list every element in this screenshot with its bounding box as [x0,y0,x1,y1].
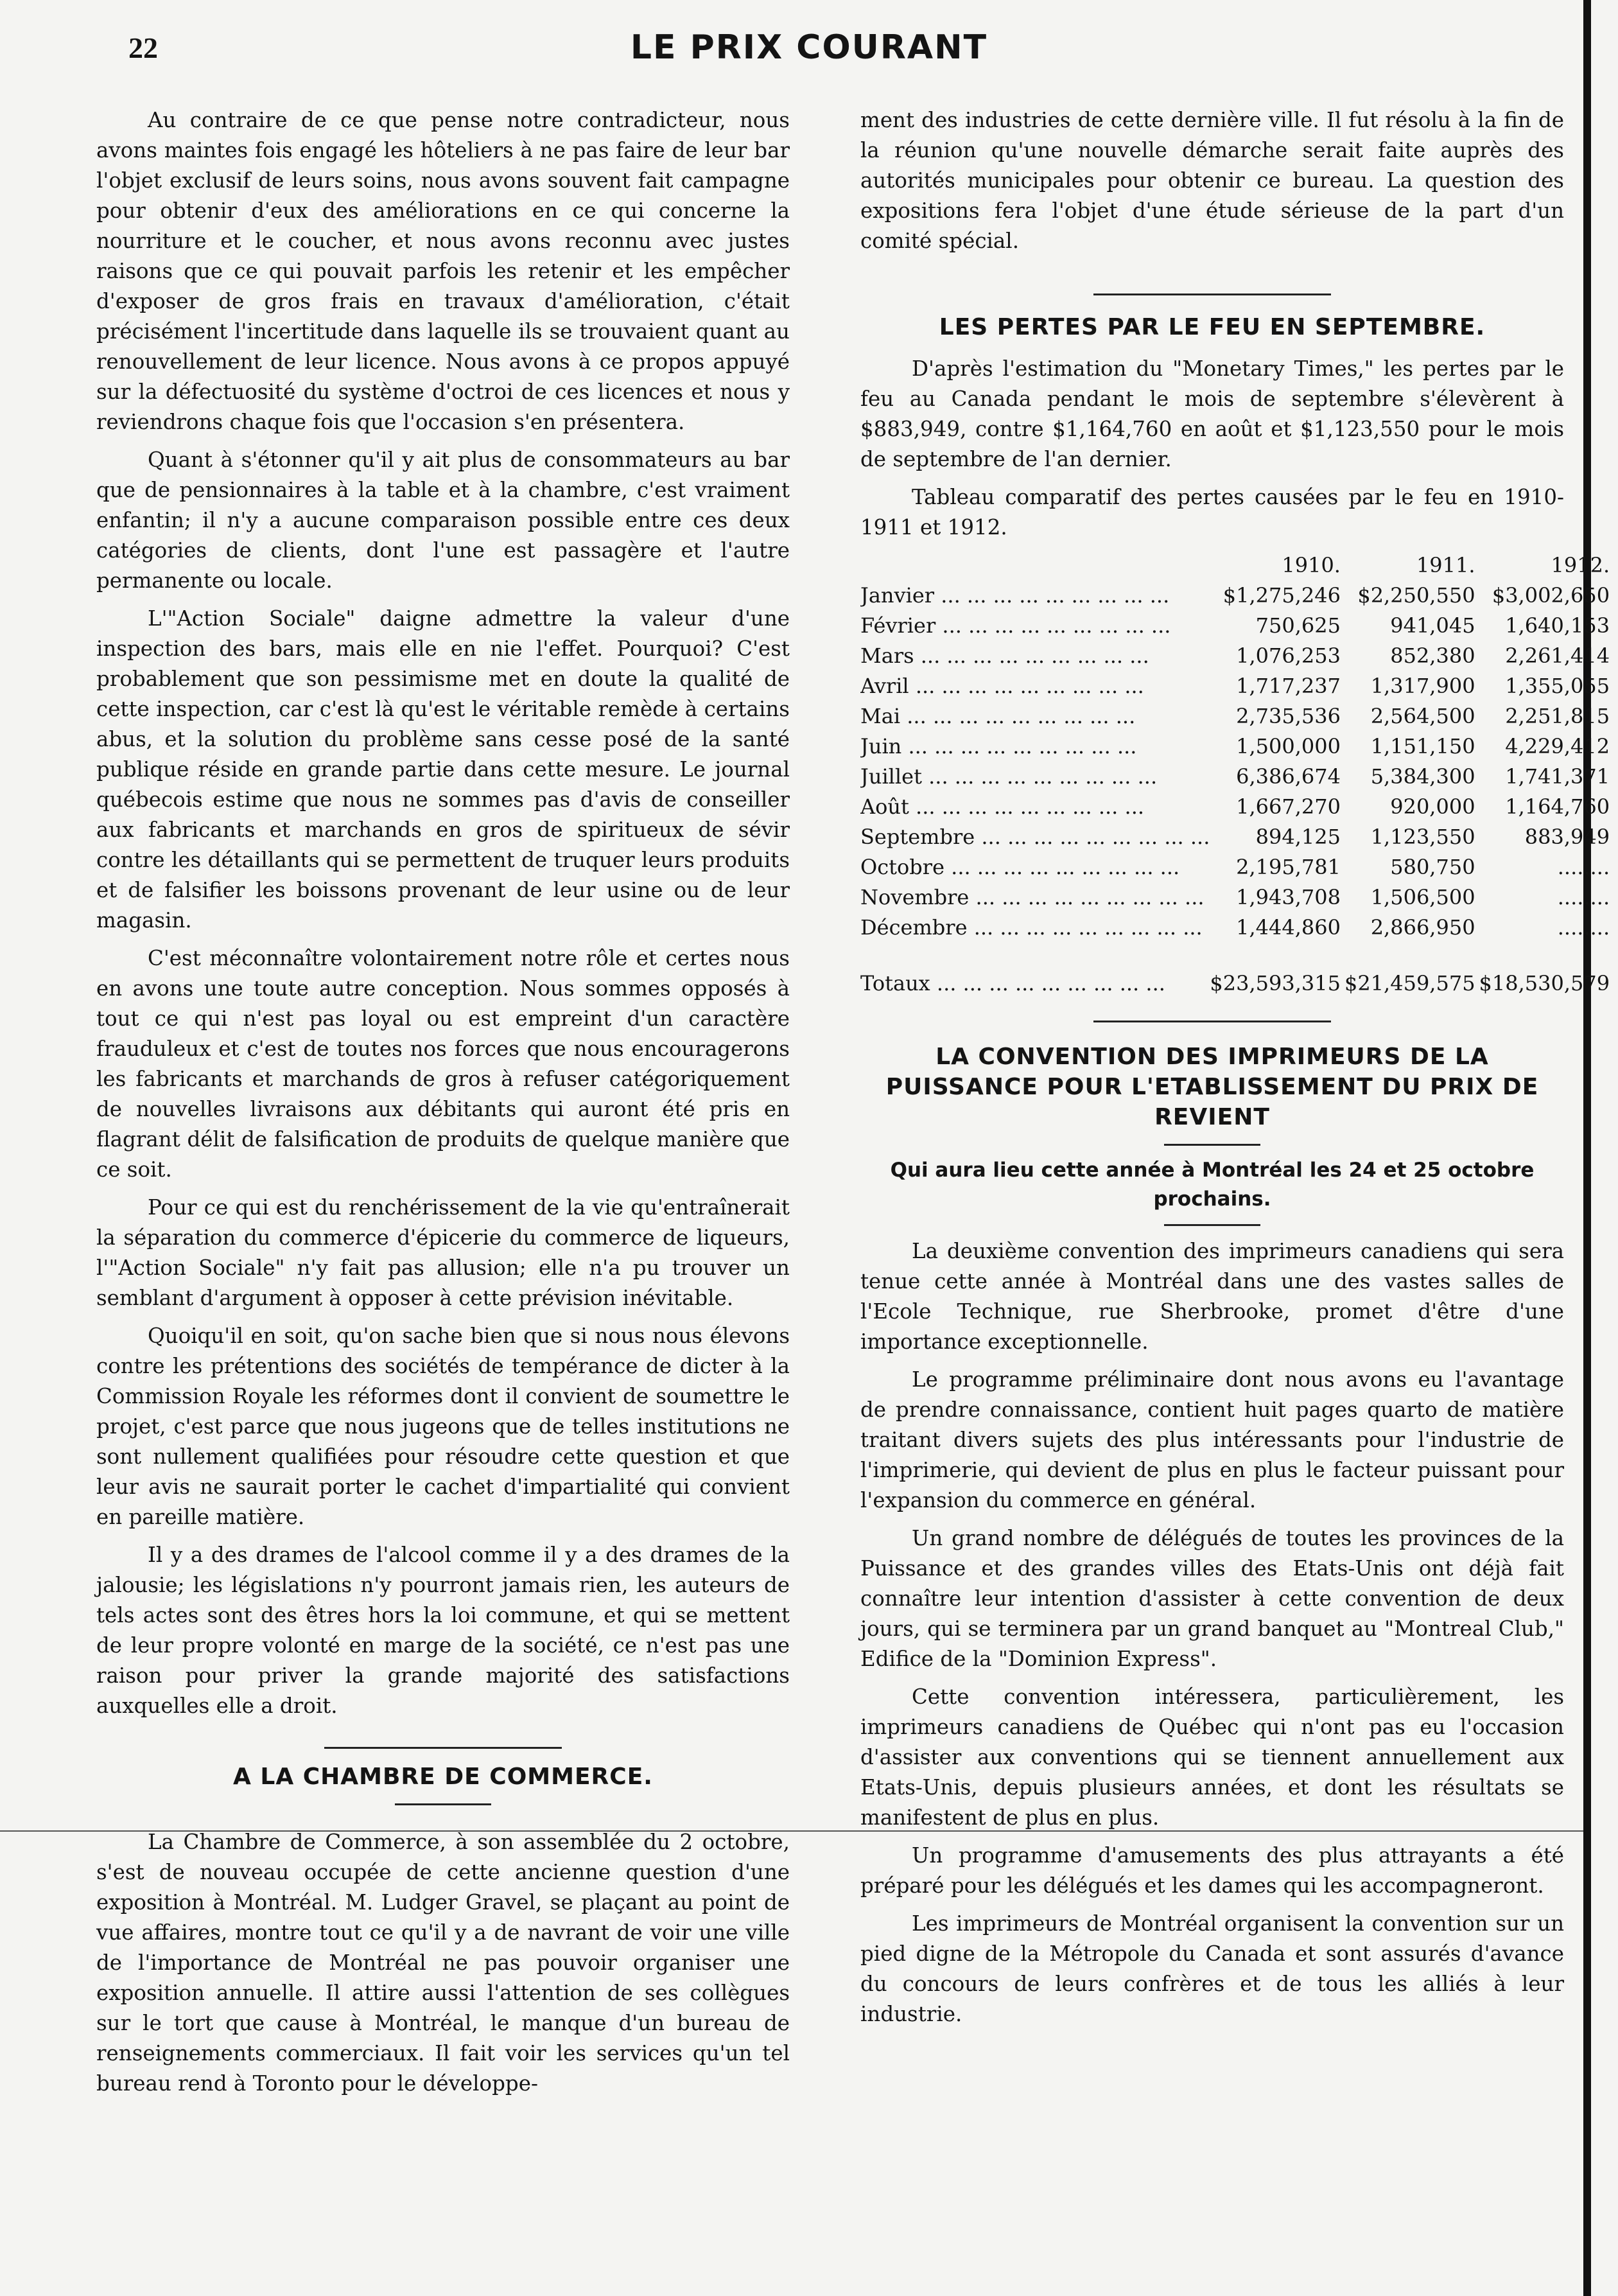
convention-paragraph: Les imprimeurs de Montréal organisent la convention sur un pied digne de la Métropole du Canada et sont assurés d'avance du concours de leurs confrères et de tous les alliés à leur industrie. [860,1911,1564,2026]
total-1912: $18,530,579 [1479,971,1610,995]
value-1910: 894,125 [1255,825,1341,849]
dot-leader: ... ... ... ... ... ... ... ... ... [967,915,1203,940]
value-1910: 750,625 [1255,613,1341,638]
article-paragraph: Quoiqu'il en soit, qu'on sache bien que si nous nous élevons contre les prétentions des sociétés de tempérance de dicter à la Commission Royale les réformes dont il convient de soumettre le projet, c'est parce que nous jugeons que de telles institutions ne sont nullement qualifiées pour résoudre cette question et que leur avis ne saurait porter le cachet d'impartialité qui convient en pareille matière. [96,1324,790,1529]
month-label: Juin [860,734,902,758]
convention-heading: LA CONVENTION DES IMPRIMEURS DE LA PUISSANCE POUR L'ETABLISSEMENT DU PRIX DE REVIENT [885,1044,1539,1130]
article-paragraph: Pour ce qui est du renchérissement de la vie qu'entraînerait la séparation du commerce d'épicerie du commerce de liqueurs, l'"Action Sociale" n'y fait pas allusion; elle n'a pu trouver un semblant d'argument à opposer à cette prévision inévitable. [96,1195,790,1310]
right-column [860,105,1610,2037]
value-1912: 2,261,414 [1505,644,1610,668]
column-header-spacer [860,550,1210,581]
value-1912: 1,741,371 [1505,764,1610,789]
total-1911: $21,459,575 [1344,971,1475,995]
dot-leader: ... ... ... ... ... ... ... ... ... [900,704,1136,728]
month-label: Avril [860,674,909,698]
total-1910: $23,593,315 [1210,971,1341,995]
value-1911: 580,750 [1390,855,1475,879]
table-row [860,882,1614,913]
table-header-row [860,550,1614,581]
value-1910: $1,275,246 [1222,583,1341,608]
value-1912: ........ [1557,885,1610,909]
month-label: Août [860,794,909,819]
value-1911: 920,000 [1390,794,1475,819]
value-1912: 1,640,153 [1505,613,1610,638]
article-paragraph: L'"Action Sociale" daigne admettre la valeur d'une inspection des bars, mais elle en nie l'effet. Pourquoi? C'est probablement que son pessimisme met en doute la qualité de cette inspection, car c'est là qu'est le véritable remède à certains abus, et la solution du problème sans cesse posé de la santé publique réside en grande partie dans cette mesure. Le journal québecois estime que nous ne sommes pas d'avis de conseiller aux fabricants et marchands en gros de spiritueux de sévir contre les détaillants qui se permettent de truquer leurs produits et de falsifier les boissons provenant de leur usine ou de leur magasin. [96,606,790,933]
section-divider [1164,1224,1260,1226]
month-label: Décembre [860,915,968,940]
article-paragraph: Au contraire de ce que pense notre contradicteur, nous avons maintes fois engagé les hôteliers à ne pas faire de leur bar l'objet exclusif de leurs soins, nous avons souvent fait campagne pour obtenir d'eux des améliorations en ce qui concerne la nourriture et le coucher, et nous avons reconnu avec justes raisons que ce qui pouvait parfois les retenir et les empêcher d'exposer de gros frais en travaux d'amélioration, c'était précisément l'incertitude dans laquelle ils se trouvaient quant au renouvellement de leur licence. Nous avons à ce propos appuyé sur la défectuosité du système d'octroi de ces licences et nous y reviendrons chaque fois que l'occasion s'en présentera. [96,108,790,434]
value-1910: 1,667,270 [1236,794,1341,819]
table-row [860,641,1614,671]
value-1912: $3,002,650 [1492,583,1610,608]
month-label: Février [860,613,936,638]
value-1910: 1,076,253 [1236,644,1341,668]
value-1911: 1,317,900 [1370,674,1475,698]
table-row [860,701,1614,732]
dot-leader: ... ... ... ... ... ... ... ... ... [944,855,1180,879]
value-1911: 2,866,950 [1370,915,1475,940]
value-1910: 6,386,674 [1236,764,1341,789]
pertes-heading: LES PERTES PAR LE FEU EN SEPTEMBRE. [939,314,1486,340]
page-title: LE PRIX COURANT [630,28,988,67]
month-label: Juillet [860,764,922,789]
month-label: Septembre [860,825,975,849]
dot-leader: ... ... ... ... ... ... ... ... ... [934,583,1170,608]
value-1912: 1,355,055 [1505,674,1610,698]
table-row [860,611,1614,641]
page-edge-rule [1583,0,1591,2296]
convention-paragraph: La deuxième convention des imprimeurs canadiens qui sera tenue cette année à Montréal dans une des vastes salles de l'Ecole Technique, rue Sherbrooke, promet d'être d'une importance exceptionnelle. [860,1239,1564,1354]
chambre-continuation: ment des industries de cette dernière ville. Il fut résolu à la fin de la réunion qu'une nouvelle démarche serait faite auprès des autorités municipales pour obtenir ce bureau. La question des expositions fera l'objet d'une étude sérieuse de la part d'un comité spécial. [860,108,1564,253]
value-1911: 1,506,500 [1370,885,1475,909]
table-row [860,822,1614,852]
table-caption: Tableau comparatif des pertes causées par le feu en 1910-1911 et 1912. [860,485,1564,539]
value-1912: 883,949 [1524,825,1610,849]
left-column [96,105,790,2107]
value-1910: 1,717,237 [1236,674,1341,698]
convention-subtitle: Qui aura lieu cette année à Montréal les 24 et 25 octobre prochains. [890,1159,1535,1211]
value-1910: 1,500,000 [1236,734,1341,758]
value-1911: $2,250,550 [1357,583,1475,608]
page-number: 22 [128,31,158,64]
value-1912: 2,251,815 [1505,704,1610,728]
month-label: Janvier [860,583,935,608]
table-row [860,762,1614,792]
value-1911: 2,564,500 [1370,704,1475,728]
value-1911: 1,151,150 [1370,734,1475,758]
section-divider [1164,1144,1260,1146]
table-row [860,913,1614,943]
dot-leader: ... ... ... ... ... ... ... ... ... [901,734,1137,758]
table-row [860,671,1614,701]
convention-paragraph: Le programme préliminaire dont nous avons eu l'avantage de prendre connaissance, contient huit pages quarto de matière traitant divers sujets des plus intéressants pour l'industrie de l'imprimerie, qui devient de plus en plus le facteur puissant pour l'expansion du commerce en général. [860,1367,1564,1512]
dot-leader: ... ... ... ... ... ... ... ... ... [921,764,1158,789]
month-label: Mai [860,704,901,728]
column-header: 1910. [1282,553,1341,577]
value-1910: 1,444,860 [1236,915,1341,940]
value-1910: 1,943,708 [1236,885,1341,909]
value-1912: 4,229,412 [1505,734,1610,758]
totals-row [860,943,1614,999]
dot-leader: ... ... ... ... ... ... ... ... ... [914,644,1149,668]
chambre-heading: A LA CHAMBRE DE COMMERCE. [233,1764,653,1790]
section-divider [1093,294,1331,295]
table-row [860,581,1614,611]
article-paragraph: C'est méconnaître volontairement notre rôle et certes nous en avons une toute autre conception. Nous sommes opposés à tout ce qui n'est pas loyal ou est empreint d'un caractère frauduleux et c'est de toutes nos forces que nous encouragerons les fabricants et marchands de gros à refuser catégoriquement de nouvelles livraisons aux débitants qui auront été pris en flagrant délit de falsification de produits de quelque manière que ce soit. [96,946,790,1182]
section-divider [1093,1021,1331,1022]
article-paragraph: Quant à s'étonner qu'il y ait plus de consommateurs au bar que de pensionnaires à la table et à la chambre, c'est vraiment enfantin; il n'y a aucune comparaison possible entre ces deux catégories de clients, dont l'une est passagère et l'autre permanente ou locale. [96,448,790,593]
dot-leader: ... ... ... ... ... ... ... ... ... [975,825,1210,849]
article-paragraph: Il y a des drames de l'alcool comme il y a des drames de la jalousie; les législations n'y pourront jamais rien, les auteurs de tels actes sont des êtres hors la loi commune, et qui se mettent de leur propre volonté en marge de la société, ce n'est pas une raison pour priver la grande majorité des satisfactions auxquelles elle a droit. [96,1543,790,1718]
column-header: 1911. [1416,553,1475,577]
value-1910: 2,195,781 [1236,855,1341,879]
value-1911: 1,123,550 [1370,825,1475,849]
convention-paragraph: Un programme d'amusements des plus attrayants a été préparé pour les délégués et les dames qui les accompagneront. [860,1843,1564,1898]
dot-leader: ... ... ... ... ... ... ... ... ... [935,613,1171,638]
pertes-intro: D'après l'estimation du "Monetary Times," les pertes par le feu au Canada pendant le mois de septembre s'élevèrent à $883,949, contre $1,164,760 en août et $1,123,550 pour le mois de septembre de l'an dernier. [860,356,1564,471]
month-label: Mars [860,644,914,668]
value-1910: 2,735,536 [1236,704,1341,728]
fire-losses-table [860,550,1614,999]
dot-leader: ... ... ... ... ... ... ... ... ... [909,674,1144,698]
totals-label: Totaux [860,971,930,995]
dot-leader: ... ... ... ... ... ... ... ... ... [969,885,1205,909]
table-row [860,792,1614,822]
month-label: Novembre [860,885,970,909]
value-1912: ........ [1557,855,1610,879]
column-header: 1912. [1551,553,1610,577]
section-divider [395,1803,491,1805]
value-1912: 1,164,760 [1505,794,1610,819]
table-row [860,852,1614,882]
dot-leader: ... ... ... ... ... ... ... ... ... [930,971,1165,995]
chambre-paragraph: La Chambre de Commerce, à son assemblée du 2 octobre, s'est de nouveau occupée de cette ancienne question d'une exposition à Montréal. M. Ludger Gravel, se plaçant au point de vue affaires, montre tout ce qu'il y a de navrant de voir une ville de l'importance de Montréal ne pas pouvoir organiser une exposition annuelle. Il attire aussi l'attention de ses collègues sur le tort que cause à Montréal, le manque d'un bureau de renseignements commerciaux. Il fait voir les services qu'un tel bureau rend à Toronto pour le développe- [96,1830,790,2096]
convention-paragraph: Un grand nombre de délégués de toutes les provinces de la Puissance et des grandes villes des Etats-Unis ont déjà fait connaître leur intention d'assister à cette convention de deux jours, qui se terminera par un grand banquet au "Montreal Club," Edifice de la "Dominion Express". [860,1526,1564,1671]
month-label: Octobre [860,855,944,879]
convention-paragraph: Cette convention intéressera, particulièrement, les imprimeurs canadiens de Québec qui n'ont pas eu l'occasion d'assister aux conventions qui se tiennent annuellement aux Etats-Unis, depuis plusieurs années, et dont les résultats se manifestent de plus en plus. [860,1685,1564,1830]
value-1912: ........ [1557,915,1610,940]
value-1911: 5,384,300 [1370,764,1475,789]
table-row [860,732,1614,762]
value-1911: 852,380 [1390,644,1475,668]
dot-leader: ... ... ... ... ... ... ... ... ... [909,794,1145,819]
table-body [860,581,1614,943]
section-divider [324,1747,562,1749]
value-1911: 941,045 [1390,613,1475,638]
